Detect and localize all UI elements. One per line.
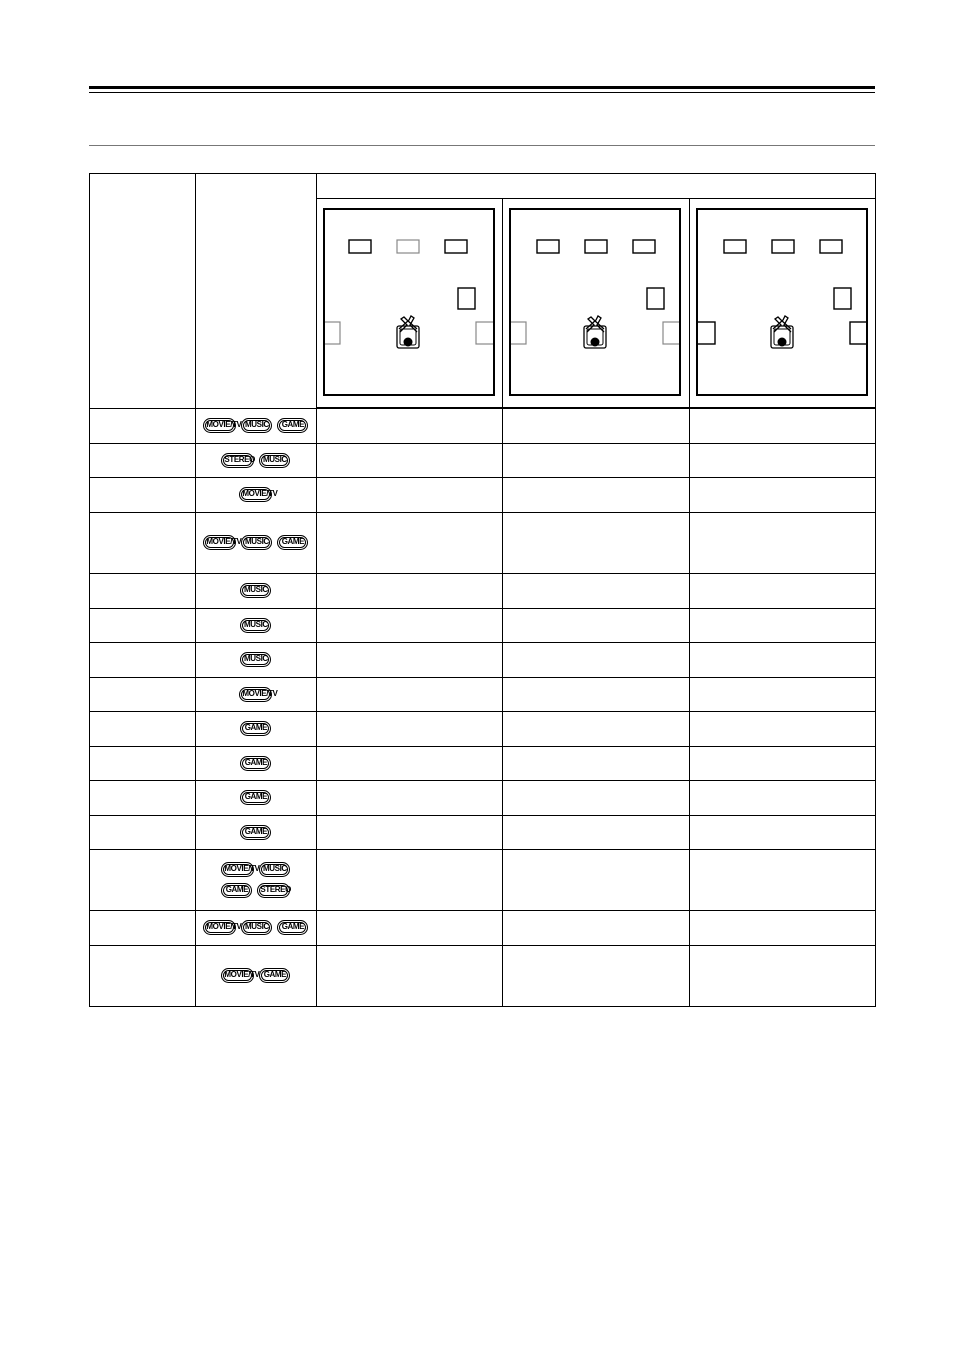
availability-cell: [689, 945, 876, 1006]
header-button-cell: [196, 174, 316, 409]
game-button[interactable]: GAME: [277, 535, 308, 550]
speaker-front-right-icon: [445, 240, 467, 253]
mode-buttons-cell: [196, 408, 316, 443]
table-row: [90, 945, 876, 1006]
button-group: [212, 862, 300, 898]
speaker-center-icon: [397, 240, 419, 253]
table-row: [90, 573, 876, 608]
mode-name-cell: [90, 573, 196, 608]
button-group: [196, 618, 315, 633]
listening-mode-table: [89, 173, 876, 1007]
header-row: [90, 174, 876, 199]
listener-chair-icon: [771, 316, 793, 348]
availability-cell: [316, 477, 502, 512]
movie-tv-button[interactable]: MOVIE/TV: [221, 968, 254, 983]
availability-cell: [316, 815, 502, 849]
layout-cell-1: [316, 199, 502, 409]
mode-name-cell: [90, 677, 196, 711]
button-group: [196, 968, 315, 983]
music-button[interactable]: MUSIC: [240, 652, 271, 667]
header-speaker-layout-cell: [316, 174, 875, 199]
mode-name-cell: [90, 443, 196, 477]
game-button[interactable]: GAME: [240, 721, 271, 736]
music-button[interactable]: MUSIC: [241, 920, 272, 935]
game-button[interactable]: GAME: [240, 756, 271, 771]
speaker-layout-diagram-3: [696, 208, 868, 396]
button-group: [196, 687, 315, 702]
top-rule-thin: [89, 92, 875, 93]
mode-buttons-cell: [196, 677, 316, 711]
availability-cell: [689, 408, 876, 443]
mode-name-cell: [90, 642, 196, 677]
availability-cell: [689, 512, 876, 573]
availability-cell: [689, 711, 876, 746]
availability-cell: [503, 780, 689, 815]
movie-tv-button[interactable]: MOVIE/TV: [203, 920, 236, 935]
availability-cell: [503, 910, 689, 945]
speaker-front-left-icon: [724, 240, 746, 253]
speaker-surround-right-icon: [850, 322, 866, 344]
availability-cell: [503, 945, 689, 1006]
mode-buttons-cell: [196, 443, 316, 477]
speaker-surround-right-icon: [663, 322, 679, 344]
button-group: [196, 756, 315, 771]
speaker-surround-right-icon: [476, 322, 493, 344]
music-button[interactable]: MUSIC: [259, 453, 290, 468]
button-group: [196, 825, 315, 840]
availability-cell: [689, 780, 876, 815]
game-button[interactable]: GAME: [277, 418, 308, 433]
availability-cell: [316, 677, 502, 711]
availability-cell: [503, 512, 689, 573]
music-button[interactable]: MUSIC: [241, 418, 272, 433]
game-button[interactable]: GAME: [240, 790, 271, 805]
button-group: [196, 535, 315, 550]
speaker-front-right-icon: [820, 240, 842, 253]
speaker-layout-diagram-1: [323, 208, 495, 396]
movie-tv-button[interactable]: MOVIE/TV: [203, 535, 236, 550]
availability-cell: [689, 849, 876, 910]
mode-name-cell: [90, 910, 196, 945]
table-row: [90, 512, 876, 573]
mode-buttons-cell: [196, 642, 316, 677]
button-group: [196, 487, 315, 502]
game-button[interactable]: GAME: [240, 825, 271, 840]
listener-chair-icon: [584, 316, 606, 348]
speaker-front-left-icon: [537, 240, 559, 253]
availability-cell: [689, 815, 876, 849]
game-button[interactable]: GAME: [259, 968, 290, 983]
availability-cell: [316, 573, 502, 608]
mode-name-cell: [90, 780, 196, 815]
availability-cell: [503, 443, 689, 477]
table-row: [90, 477, 876, 512]
availability-cell: [689, 746, 876, 780]
top-rule-thick: [89, 86, 875, 89]
mode-buttons-cell: [196, 780, 316, 815]
availability-cell: [689, 608, 876, 642]
movie-tv-button[interactable]: MOVIE/TV: [239, 487, 272, 502]
availability-cell: [316, 780, 502, 815]
button-group: [196, 790, 315, 805]
table-row: [90, 910, 876, 945]
stereo-button[interactable]: STEREO: [257, 883, 290, 898]
music-button[interactable]: MUSIC: [241, 535, 272, 550]
layout-cell-2: [503, 199, 689, 409]
mode-name-cell: [90, 849, 196, 910]
music-button[interactable]: MUSIC: [259, 862, 290, 877]
table-row: [90, 780, 876, 815]
availability-cell: [689, 642, 876, 677]
availability-cell: [503, 477, 689, 512]
speaker-surround-left-icon: [698, 322, 715, 344]
availability-cell: [316, 945, 502, 1006]
speaker-layout-svg-3: [698, 210, 866, 394]
table-row: [90, 642, 876, 677]
button-group: [196, 418, 315, 433]
button-group: [196, 453, 315, 468]
availability-cell: [316, 711, 502, 746]
availability-cell: [503, 815, 689, 849]
availability-cell: [503, 746, 689, 780]
availability-cell: [689, 910, 876, 945]
table-row: [90, 815, 876, 849]
mode-buttons-cell: [196, 512, 316, 573]
listener-chair-icon: [397, 316, 419, 348]
speaker-center-icon: [772, 240, 794, 253]
speaker-layout-svg-2: [511, 210, 679, 394]
availability-cell: [503, 573, 689, 608]
section-rule: [89, 145, 875, 146]
button-group: [196, 652, 315, 667]
mode-name-cell: [90, 711, 196, 746]
availability-cell: [316, 443, 502, 477]
availability-cell: [316, 849, 502, 910]
mode-buttons-cell: [196, 477, 316, 512]
mode-buttons-cell: [196, 711, 316, 746]
mode-name-cell: [90, 945, 196, 1006]
table-row: [90, 443, 876, 477]
speaker-subwoofer-icon: [458, 288, 475, 309]
availability-cell: [689, 677, 876, 711]
speaker-front-right-icon: [633, 240, 655, 253]
availability-cell: [689, 573, 876, 608]
speaker-surround-left-icon: [511, 322, 526, 344]
mode-name-cell: [90, 608, 196, 642]
availability-cell: [316, 642, 502, 677]
stereo-button[interactable]: STEREO: [221, 453, 254, 468]
availability-cell: [316, 910, 502, 945]
availability-cell: [503, 642, 689, 677]
availability-cell: [503, 849, 689, 910]
speaker-subwoofer-icon: [647, 288, 664, 309]
table-row: [90, 711, 876, 746]
mode-name-cell: [90, 408, 196, 443]
speaker-layout-diagram-2: [509, 208, 681, 396]
button-group: [196, 920, 315, 935]
mode-buttons-cell: [196, 849, 316, 910]
movie-tv-button[interactable]: MOVIE/TV: [203, 418, 236, 433]
header-mode-cell: [90, 174, 196, 409]
table-row: [90, 849, 876, 910]
layout-cell-3: [689, 199, 876, 409]
game-button[interactable]: GAME: [277, 920, 308, 935]
table-row: [90, 408, 876, 443]
music-button[interactable]: MUSIC: [240, 583, 271, 598]
availability-cell: [503, 408, 689, 443]
game-button[interactable]: GAME: [221, 883, 252, 898]
availability-cell: [316, 408, 502, 443]
availability-cell: [503, 677, 689, 711]
mode-name-cell: [90, 746, 196, 780]
table-row: [90, 608, 876, 642]
availability-cell: [316, 512, 502, 573]
mode-buttons-cell: [196, 945, 316, 1006]
speaker-layout-svg-1: [325, 210, 493, 394]
availability-cell: [503, 711, 689, 746]
speaker-center-icon: [585, 240, 607, 253]
speaker-surround-left-icon: [325, 322, 340, 344]
availability-cell: [316, 746, 502, 780]
mode-buttons-cell: [196, 573, 316, 608]
button-group: [196, 721, 315, 736]
mode-buttons-cell: [196, 608, 316, 642]
mode-buttons-cell: [196, 746, 316, 780]
speaker-subwoofer-icon: [834, 288, 851, 309]
speaker-front-left-icon: [349, 240, 371, 253]
mode-buttons-cell: [196, 910, 316, 945]
mode-name-cell: [90, 815, 196, 849]
table-row: [90, 746, 876, 780]
availability-cell: [503, 608, 689, 642]
mode-name-cell: [90, 512, 196, 573]
availability-cell: [689, 477, 876, 512]
button-group: [196, 583, 315, 598]
movie-tv-button[interactable]: MOVIE/TV: [221, 862, 254, 877]
mode-name-cell: [90, 477, 196, 512]
availability-cell: [316, 608, 502, 642]
movie-tv-button[interactable]: MOVIE/TV: [239, 687, 272, 702]
music-button[interactable]: MUSIC: [240, 618, 271, 633]
table-row: [90, 677, 876, 711]
mode-buttons-cell: [196, 815, 316, 849]
availability-cell: [689, 443, 876, 477]
